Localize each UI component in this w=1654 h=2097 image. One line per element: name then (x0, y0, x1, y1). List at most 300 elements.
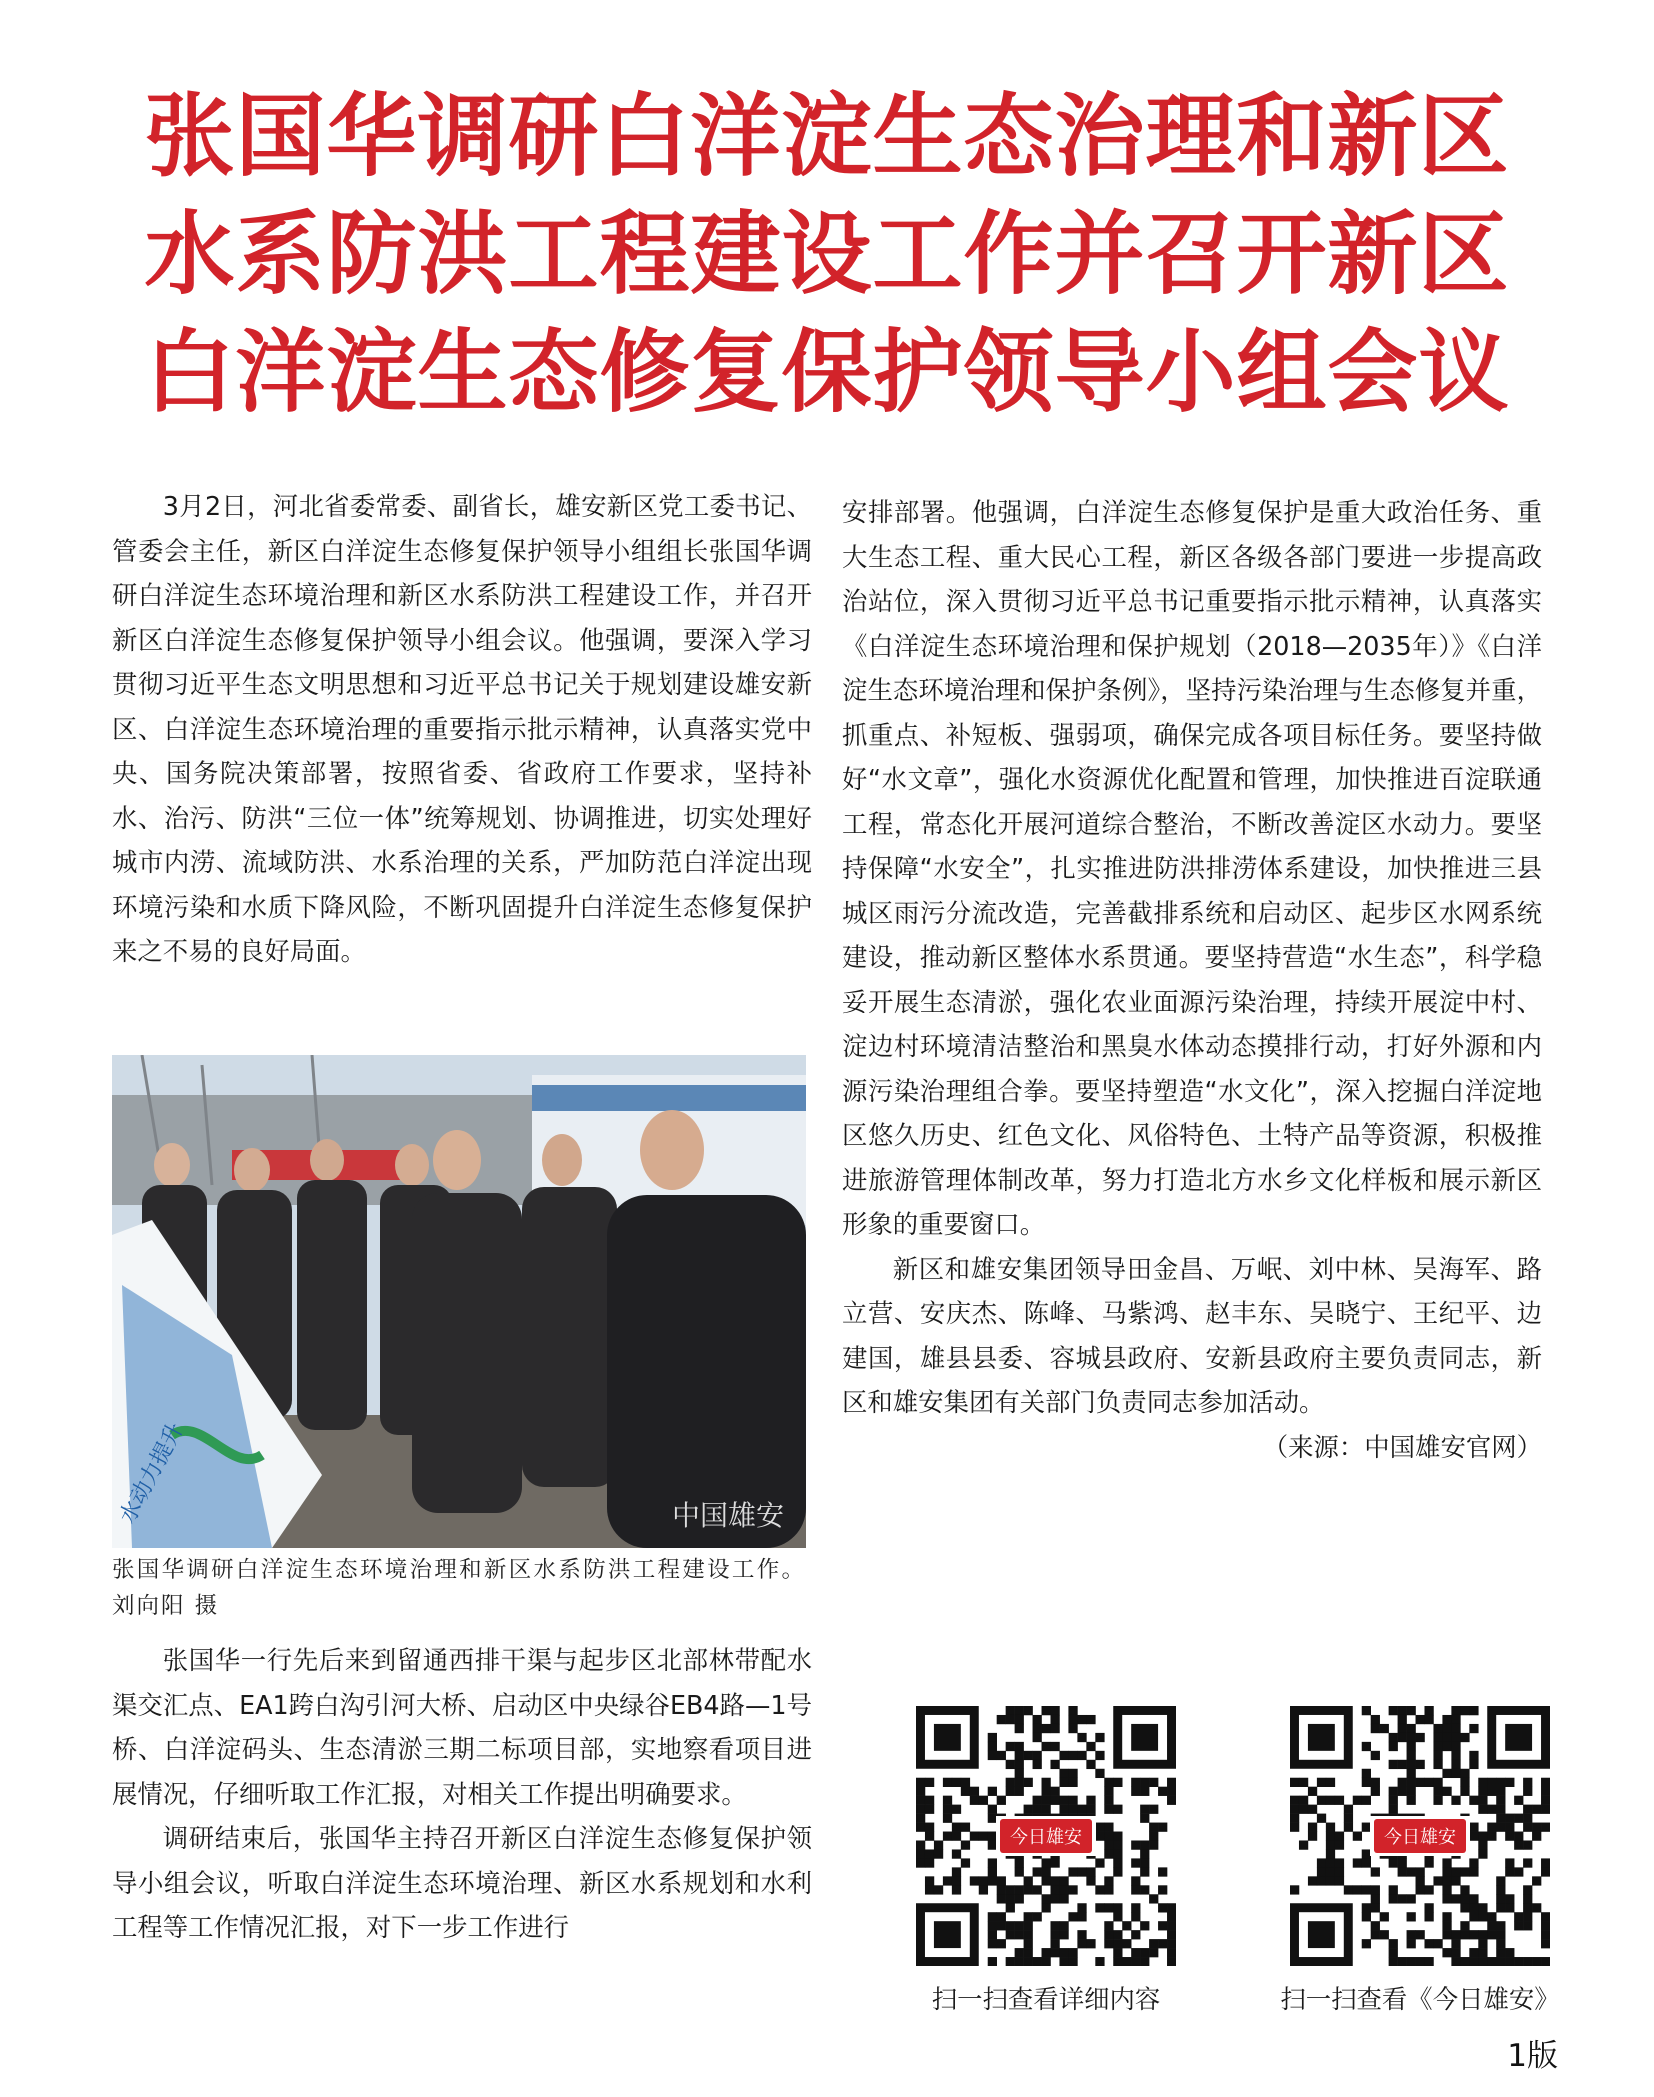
qr-module (1407, 1751, 1416, 1760)
qr-module (1523, 1823, 1532, 1832)
qr-module (1496, 1885, 1505, 1894)
qr-module (916, 1796, 925, 1805)
qr-module (1317, 1796, 1326, 1805)
qr-module (1460, 1706, 1469, 1715)
qr-module (1505, 1832, 1514, 1841)
qr-module (1433, 1724, 1442, 1733)
qr-module (1086, 1867, 1095, 1876)
qr-module (1059, 1796, 1068, 1805)
qr-module (1095, 1823, 1104, 1832)
qr-finder (1308, 1724, 1335, 1751)
qr-module (1505, 1948, 1514, 1957)
qr-module (1104, 1805, 1113, 1814)
qr-module (1006, 1894, 1015, 1903)
qr-module (1015, 1921, 1024, 1930)
qr-module (943, 1876, 952, 1885)
qr-module (1532, 1832, 1541, 1841)
qr-module (970, 1832, 979, 1841)
qr-module (1514, 1796, 1523, 1805)
qr-module (1167, 1796, 1176, 1805)
qr-module (1167, 1948, 1176, 1957)
qr-module (970, 1787, 979, 1796)
qr-module (1024, 1885, 1033, 1894)
qr-module (1451, 1894, 1460, 1903)
qr-module (925, 1823, 934, 1832)
qr-module (1024, 1876, 1033, 1885)
qr-module (1335, 1876, 1344, 1885)
qr-module (979, 1885, 988, 1894)
qr-module (1059, 1778, 1068, 1787)
qr-module (1167, 1912, 1176, 1921)
qr-module (952, 1867, 961, 1876)
qr-module (1362, 1885, 1371, 1894)
qr-caption-newspaper: 扫一扫查看《今日雄安》 (1280, 1984, 1560, 2014)
qr-module (1167, 1939, 1176, 1948)
qr-module (1469, 1903, 1478, 1912)
qr-module (1398, 1858, 1407, 1867)
article-left-column-bottom (112, 1638, 812, 1950)
qr-module (1523, 1894, 1532, 1903)
qr-module (1496, 1805, 1505, 1814)
qr-module (1389, 1733, 1398, 1742)
qr-module (1523, 1840, 1532, 1849)
qr-module (1362, 1903, 1371, 1912)
qr-module (1042, 1796, 1051, 1805)
qr-module (1042, 1706, 1051, 1715)
qr-module (988, 1805, 997, 1814)
qr-module (1478, 1948, 1487, 1957)
qr-caption-details: 扫一扫查看详细内容 (931, 1984, 1161, 2014)
qr-module (988, 1930, 997, 1939)
qr-module (1015, 1751, 1024, 1760)
qr-module (1059, 1751, 1068, 1760)
qr-module (1478, 1805, 1487, 1814)
qr-module (1514, 1832, 1523, 1841)
qr-module (1104, 1903, 1113, 1912)
qr-module (988, 1814, 997, 1823)
qr-module (952, 1876, 961, 1885)
qr-module (1059, 1957, 1068, 1966)
qr-module (997, 1894, 1006, 1903)
qr-module (1380, 1912, 1389, 1921)
qr-module (1532, 1805, 1541, 1814)
page-number: 1版 (1507, 2038, 1558, 2074)
qr-module (1407, 1939, 1416, 1948)
qr-module (1140, 1778, 1149, 1787)
qr-module (1077, 1751, 1086, 1760)
qr-module (1077, 1805, 1086, 1814)
qr-module (1469, 1706, 1478, 1715)
qr-module (1068, 1715, 1077, 1724)
qr-module (1104, 1849, 1113, 1858)
qr-module (1033, 1724, 1042, 1733)
qr-module (1487, 1805, 1496, 1814)
qr-module (1140, 1787, 1149, 1796)
qr-module (1451, 1948, 1460, 1957)
qr-module (1362, 1742, 1371, 1751)
qr-module (952, 1885, 961, 1894)
qr-module (1442, 1948, 1451, 1957)
qr-module (1059, 1805, 1068, 1814)
qr-module (1469, 1796, 1478, 1805)
qr-module (1451, 1957, 1460, 1966)
qr-module (1335, 1840, 1344, 1849)
qr-module (970, 1796, 979, 1805)
qr-module (1068, 1912, 1077, 1921)
qr-module (1460, 1787, 1469, 1796)
qr-module (1433, 1778, 1442, 1787)
qr-module (1015, 1715, 1024, 1724)
qr-module (1487, 1778, 1496, 1787)
qr-module (1407, 1796, 1416, 1805)
qr-module (1104, 1885, 1113, 1894)
qr-module (1033, 1796, 1042, 1805)
qr-module (1131, 1876, 1140, 1885)
qr-module (1095, 1751, 1104, 1760)
qr-module (1398, 1894, 1407, 1903)
qr-module (1371, 1894, 1380, 1903)
qr-module (1006, 1930, 1015, 1939)
qr-module (1442, 1742, 1451, 1751)
qr-module (1442, 1930, 1451, 1939)
qr-module (988, 1751, 997, 1760)
qr-module (1033, 1912, 1042, 1921)
qr-module (1033, 1760, 1042, 1769)
qr-module (943, 1832, 952, 1841)
qr-module (1523, 1885, 1532, 1894)
qr-module (1149, 1805, 1158, 1814)
qr-module (1353, 1858, 1362, 1867)
photo-watermark: 中国雄安 (672, 1499, 785, 1532)
headline-line-3: 白洋淀生态修复保护领导小组会议 (144, 320, 1510, 425)
qr-module (1149, 1823, 1158, 1832)
qr-module (1496, 1930, 1505, 1939)
qr-module (1442, 1921, 1451, 1930)
qr-module (1104, 1876, 1113, 1885)
qr-module (1371, 1867, 1380, 1876)
qr-module (1433, 1733, 1442, 1742)
qr-module (1407, 1787, 1416, 1796)
qr-module (1167, 1930, 1176, 1939)
qr-module (1496, 1921, 1505, 1930)
qr-module (925, 1876, 934, 1885)
qr-module (988, 1957, 997, 1966)
qr-module (1496, 1823, 1505, 1832)
qr-module (1389, 1885, 1398, 1894)
qr-module (1362, 1823, 1371, 1832)
qr-module (1015, 1885, 1024, 1894)
qr-module (1033, 1805, 1042, 1814)
qr-module (1362, 1849, 1371, 1858)
qr-module (934, 1840, 943, 1849)
qr-module (1024, 1912, 1033, 1921)
qr-module (1140, 1867, 1149, 1876)
qr-module (1059, 1769, 1068, 1778)
qr-module (1140, 1840, 1149, 1849)
qr-module (1104, 1823, 1113, 1832)
qr-module (1042, 1948, 1051, 1957)
qr-module (1095, 1957, 1104, 1966)
qr-module (1523, 1912, 1532, 1921)
headline-line-1: 张国华调研白洋淀生态治理和新区 (144, 84, 1510, 189)
qr-module (1389, 1858, 1398, 1867)
qr-module (1389, 1796, 1398, 1805)
qr-module (1006, 1715, 1015, 1724)
qr-module (1059, 1921, 1068, 1930)
qr-module (1024, 1930, 1033, 1939)
article-paragraph-3: 调研结束后，张国华主持召开新区白洋淀生态修复保护领导小组会议，听取白洋淀生态环境治理、新区水系规划和水利工程等工作情况汇报，对下一步工作进行 (112, 1823, 812, 1942)
headline-line-2: 水系防洪工程建设工作并召开新区 (144, 202, 1510, 307)
qr-module (952, 1823, 961, 1832)
qr-module (1122, 1957, 1131, 1966)
qr-module (988, 1840, 997, 1849)
qr-module (1050, 1885, 1059, 1894)
qr-module (1416, 1867, 1425, 1876)
qr-module (934, 1849, 943, 1858)
qr-module (1469, 1912, 1478, 1921)
qr-module (1442, 1724, 1451, 1733)
qr-module (916, 1840, 925, 1849)
qr-module (1140, 1921, 1149, 1930)
qr-module (1042, 1903, 1051, 1912)
qr-module (1290, 1778, 1299, 1787)
qr-module (1149, 1840, 1158, 1849)
qr-module (1006, 1778, 1015, 1787)
qr-module (1335, 1858, 1344, 1867)
qr-module (1344, 1823, 1353, 1832)
qr-module (1416, 1930, 1425, 1939)
qr-module (1496, 1903, 1505, 1912)
qr-module (1149, 1948, 1158, 1957)
qr-module (952, 1849, 961, 1858)
qr-module (1042, 1787, 1051, 1796)
qr-module (1398, 1724, 1407, 1733)
qr-module (1033, 1751, 1042, 1760)
qr-module (1104, 1921, 1113, 1930)
qr-module (1006, 1885, 1015, 1894)
qr-module (979, 1796, 988, 1805)
qr-module (1158, 1867, 1167, 1876)
qr-module (1505, 1858, 1514, 1867)
qr-module (1015, 1957, 1024, 1966)
qr-module (1344, 1805, 1353, 1814)
qr-module (1006, 1742, 1015, 1751)
qr-module (1104, 1787, 1113, 1796)
qr-module (1068, 1957, 1077, 1966)
qr-module (1006, 1706, 1015, 1715)
qr-module (1050, 1742, 1059, 1751)
qr-module (1308, 1876, 1317, 1885)
qr-module (1149, 1939, 1158, 1948)
qr-module (1460, 1957, 1469, 1966)
qr-module (979, 1832, 988, 1841)
qr-module (1496, 1957, 1505, 1966)
qr-module (1541, 1796, 1550, 1805)
qr-module (1353, 1796, 1362, 1805)
qr-module (1523, 1858, 1532, 1867)
qr-module (1478, 1930, 1487, 1939)
qr-module (1326, 1796, 1335, 1805)
qr-module (1407, 1894, 1416, 1903)
qr-module (1514, 1921, 1523, 1930)
qr-block-details[interactable] (906, 1706, 1186, 2016)
qr-module (1451, 1876, 1460, 1885)
qr-module (997, 1751, 1006, 1760)
qr-module (1398, 1957, 1407, 1966)
qr-module (1424, 1957, 1433, 1966)
qr-module (1380, 1724, 1389, 1733)
qr-module (1095, 1903, 1104, 1912)
qr-module (916, 1849, 925, 1858)
qr-module (1469, 1858, 1478, 1867)
qr-module (1442, 1894, 1451, 1903)
qr-module (1398, 1706, 1407, 1715)
qr-module (1505, 1867, 1514, 1876)
qr-module (1424, 1903, 1433, 1912)
qr-module (1290, 1823, 1299, 1832)
qr-module (1140, 1814, 1149, 1823)
qr-module (1478, 1903, 1487, 1912)
qr-module (1068, 1706, 1077, 1715)
qr-module (1050, 1930, 1059, 1939)
qr-module (1487, 1921, 1496, 1930)
qr-module (1326, 1840, 1335, 1849)
qr-module (1460, 1921, 1469, 1930)
qr-module (1158, 1939, 1167, 1948)
qr-module (1059, 1930, 1068, 1939)
qr-module (1442, 1876, 1451, 1885)
qr-module (1478, 1787, 1487, 1796)
qr-module (1317, 1867, 1326, 1876)
qr-module (1050, 1876, 1059, 1885)
qr-module (1389, 1939, 1398, 1948)
qr-module (1487, 1957, 1496, 1966)
qr-module (1496, 1876, 1505, 1885)
qr-module (1389, 1805, 1398, 1814)
qr-module (1541, 1912, 1550, 1921)
qr-module (961, 1778, 970, 1787)
qr-module (1398, 1733, 1407, 1742)
qr-module (1523, 1814, 1532, 1823)
qr-module (1353, 1885, 1362, 1894)
qr-module (1086, 1796, 1095, 1805)
article-paragraph-4: 安排部署。他强调，白洋淀生态修复保护是重大政治任务、重大生态工程、重大民心工程，新区各级各部门要进一步提高政治站位，深入贯彻习近平总书记重要指示批示精神，认真落实《白洋淀生态环境治理和保护规划（2018—2035年）》《白洋淀生态环境治理和保护条例》，坚持污染治理与生态修复并重，抓重点、补短板、强弱项，确保完成各项目标任务。要坚持做好“水文章”，强化水资源优化配置和管理，加快推进百淀联通工程，常态化开展河道综合整治，不断改善淀区水动力。要坚持保障“水安全”，扎实推进防洪排涝体系建设，加快推进三县城区雨污分流改造，完善截排系统和启动区、起步区水网系统建设，推动新区整体水系贯通。要坚持营造“水生态”，科学稳妥开展生态清淤，强化农业面源污染治理，持续开展淀中村、淀边村环境清洁整治和黑臭水体动态摸排行动，打好外源和内源污染治理组合拳。要坚持塑造“水文化”，深入挖掘白洋淀地区悠久历史、红色文化、风俗特色、土特产品等资源，积极推进旅游管理体制改革，努力打造北方水乡文化样板和展示新区形象的重要窗口。 (842, 497, 1542, 1239)
qr-module (1131, 1885, 1140, 1894)
qr-module (1086, 1805, 1095, 1814)
qr-module (1335, 1796, 1344, 1805)
qr-module (961, 1840, 970, 1849)
qr-module (1424, 1858, 1433, 1867)
qr-module (997, 1876, 1006, 1885)
qr-module (1460, 1769, 1469, 1778)
qr-module (997, 1885, 1006, 1894)
qr-module (1541, 1939, 1550, 1948)
qr-module (1290, 1796, 1299, 1805)
qr-code-newspaper[interactable] (1290, 1706, 1550, 1966)
qr-module (1068, 1885, 1077, 1894)
qr-module (1122, 1939, 1131, 1948)
qr-module (1140, 1849, 1149, 1858)
qr-module (1033, 1885, 1042, 1894)
news-photo-illustration (112, 1055, 806, 1548)
qr-module (1487, 1787, 1496, 1796)
qr-module (1015, 1948, 1024, 1957)
qr-module (961, 1787, 970, 1796)
qr-module (1424, 1912, 1433, 1921)
qr-module (1424, 1778, 1433, 1787)
qr-module (1077, 1912, 1086, 1921)
qr-code-details[interactable] (916, 1706, 1176, 1966)
qr-module (1095, 1858, 1104, 1867)
qr-module (1541, 1823, 1550, 1832)
qr-module (952, 1832, 961, 1841)
qr-module (1469, 1760, 1478, 1769)
qr-module (1371, 1751, 1380, 1760)
qr-module (1442, 1733, 1451, 1742)
qr-module (1308, 1805, 1317, 1814)
qr-module (1505, 1957, 1514, 1966)
qr-module (1389, 1948, 1398, 1957)
qr-module (1167, 1903, 1176, 1912)
qr-module (1407, 1930, 1416, 1939)
qr-module (1068, 1796, 1077, 1805)
qr-module (1299, 1796, 1308, 1805)
qr-module (1317, 1778, 1326, 1787)
qr-module (1050, 1706, 1059, 1715)
qr-module (1050, 1796, 1059, 1805)
qr-module (1371, 1778, 1380, 1787)
qr-module (1424, 1885, 1433, 1894)
qr-module (1424, 1715, 1433, 1724)
qr-module (1532, 1903, 1541, 1912)
qr-module (1460, 1867, 1469, 1876)
qr-module (1050, 1715, 1059, 1724)
qr-module (1362, 1778, 1371, 1787)
qr-module (1416, 1733, 1425, 1742)
qr-module (988, 1876, 997, 1885)
qr-module (1371, 1787, 1380, 1796)
qr-module (1371, 1885, 1380, 1894)
qr-module (1371, 1921, 1380, 1930)
qr-module (988, 1939, 997, 1948)
qr-module (1460, 1733, 1469, 1742)
qr-module (1478, 1912, 1487, 1921)
photo-board-text: 水动力提升 (115, 1418, 189, 1528)
qr-module (1451, 1769, 1460, 1778)
qr-block-newspaper[interactable] (1280, 1706, 1560, 2016)
qr-module (1095, 1769, 1104, 1778)
qr-module (1442, 1912, 1451, 1921)
qr-module (1113, 1805, 1122, 1814)
qr-module (1371, 1903, 1380, 1912)
qr-module (1371, 1724, 1380, 1733)
article-paragraph-5: 新区和雄安集团领导田金昌、万岷、刘中林、吴海军、路立营、安庆杰、陈峰、马紫鸿、赵丰东、吴晓宁、王纪平、边建国，雄县县委、容城县政府、安新县政府主要负责同志，新区和雄安集团有关部门负责同志参加活动。 (842, 1253, 1542, 1417)
qr-module (952, 1805, 961, 1814)
qr-module (1478, 1832, 1487, 1841)
qr-module (1015, 1742, 1024, 1751)
qr-module (1113, 1939, 1122, 1948)
article-paragraph-1: 3月2日，河北省委常委、副省长，雄安新区党工委书记、管委会主任，新区白洋淀生态修复保护领导小组组长张国华调研白洋淀生态环境治理和新区水系防洪工程建设工作，并召开新区白洋淀生态修复保护领导小组会议。他强调，要深入学习贯彻习近平生态文明思想和习近平总书记关于规划建设雄安新区、白洋淀生态环境治理的重要指示批示精神，认真落实党中央、国务院决策部署，按照省委、省政府工作要求，坚持补水、治污、防洪“三位一体”统筹规划、协调推进，切实处理好城市内涝、流域防洪、水系治理的关系，严加防范白洋淀出现环境污染和水质下降风险，不断巩固提升白洋淀生态修复保护来之不易的良好局面。 (112, 491, 812, 966)
qr-module (1451, 1939, 1460, 1948)
qr-module (1416, 1715, 1425, 1724)
qr-module (1299, 1778, 1308, 1787)
qr-module (1442, 1867, 1451, 1876)
article-source: （来源：中国雄安官网） (1262, 1431, 1542, 1462)
qr-module (1505, 1823, 1514, 1832)
qr-module (1006, 1921, 1015, 1930)
qr-module (1131, 1948, 1140, 1957)
qr-module (1407, 1760, 1416, 1769)
